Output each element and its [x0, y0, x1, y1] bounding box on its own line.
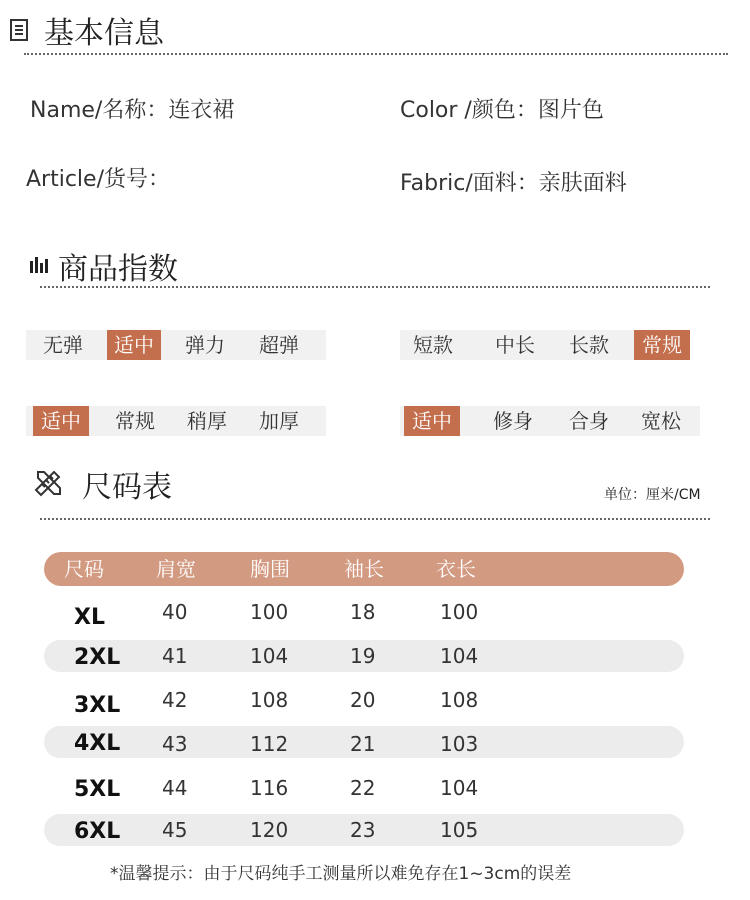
bar-chart-icon	[30, 255, 48, 273]
table-row	[44, 814, 684, 846]
table-row	[44, 726, 684, 758]
index-group-fit	[400, 406, 700, 436]
divider	[40, 518, 710, 520]
table-cell: 103	[440, 732, 479, 756]
unit-label: 单位：厘米/CM	[604, 487, 701, 503]
table-cell: 22	[350, 776, 376, 800]
index-option-selected: 适中	[107, 330, 161, 360]
table-cell: 100	[440, 600, 479, 624]
table-cell: 42	[162, 688, 188, 712]
size-cell: 5XL	[74, 777, 121, 802]
size-table-header	[44, 552, 684, 586]
header-cell: 袖长	[344, 557, 384, 581]
list-icon	[10, 18, 30, 42]
index-option: 弹力	[185, 333, 225, 357]
index-option: 中长	[495, 333, 535, 357]
table-cell: 43	[162, 732, 188, 756]
table-row	[44, 772, 684, 804]
index-group-thickness	[26, 406, 326, 436]
table-row	[44, 686, 684, 718]
article-field: Article/货号：	[26, 167, 170, 192]
measurement-note: *温馨提示：由于尺码纯手工测量所以难免存在1~3cm的误差	[110, 864, 572, 884]
index-option: 无弹	[43, 333, 83, 357]
index-group-length	[400, 330, 690, 360]
table-row	[44, 640, 684, 672]
header-cell: 尺码	[64, 557, 104, 581]
size-cell: 2XL	[74, 645, 121, 670]
size-cell: 6XL	[74, 819, 121, 844]
product-index-title: 商品指数	[58, 252, 178, 287]
divider	[40, 286, 710, 288]
index-option: 修身	[493, 409, 533, 433]
table-cell: 21	[350, 732, 376, 756]
table-cell: 41	[162, 644, 188, 668]
index-option: 稍厚	[187, 409, 227, 433]
table-cell: 104	[440, 776, 479, 800]
color-field: Color /颜色：图片色	[400, 98, 604, 123]
size-chart-title: 尺码表	[82, 470, 172, 505]
size-cell: 4XL	[74, 731, 121, 756]
index-option-selected: 常规	[634, 330, 690, 360]
ruler-pencil-icon	[32, 466, 64, 498]
header-cell: 肩宽	[156, 557, 196, 581]
table-cell: 105	[440, 818, 479, 842]
index-option-selected: 适中	[404, 406, 460, 436]
table-cell: 45	[162, 818, 188, 842]
table-cell: 108	[250, 688, 289, 712]
index-group-elasticity	[26, 330, 326, 360]
size-cell: 3XL	[74, 693, 121, 718]
fabric-field: Fabric/面料：亲肤面料	[400, 171, 627, 196]
header-cell: 胸围	[250, 557, 290, 581]
table-cell: 44	[162, 776, 188, 800]
basic-info-title: 基本信息	[44, 16, 164, 51]
header-cell: 衣长	[436, 557, 476, 581]
divider	[24, 53, 728, 55]
table-cell: 108	[440, 688, 479, 712]
table-cell: 100	[250, 600, 289, 624]
index-option-selected: 适中	[33, 406, 89, 436]
index-option: 短款	[413, 333, 453, 357]
table-cell: 23	[350, 818, 376, 842]
index-option: 超弹	[259, 333, 299, 357]
table-cell: 104	[440, 644, 479, 668]
size-cell: XL	[74, 605, 105, 630]
table-cell: 104	[250, 644, 289, 668]
table-cell: 120	[250, 818, 289, 842]
index-option: 宽松	[641, 409, 681, 433]
index-option: 合身	[569, 409, 609, 433]
table-cell: 112	[250, 732, 289, 756]
table-row	[44, 598, 684, 630]
table-cell: 20	[350, 688, 376, 712]
index-option: 长款	[569, 333, 609, 357]
table-cell: 116	[250, 776, 289, 800]
table-cell: 18	[350, 600, 376, 624]
index-option: 常规	[115, 409, 155, 433]
table-cell: 40	[162, 600, 188, 624]
index-option: 加厚	[259, 409, 299, 433]
table-cell: 19	[350, 644, 376, 668]
name-field: Name/名称：连衣裙	[30, 98, 235, 123]
